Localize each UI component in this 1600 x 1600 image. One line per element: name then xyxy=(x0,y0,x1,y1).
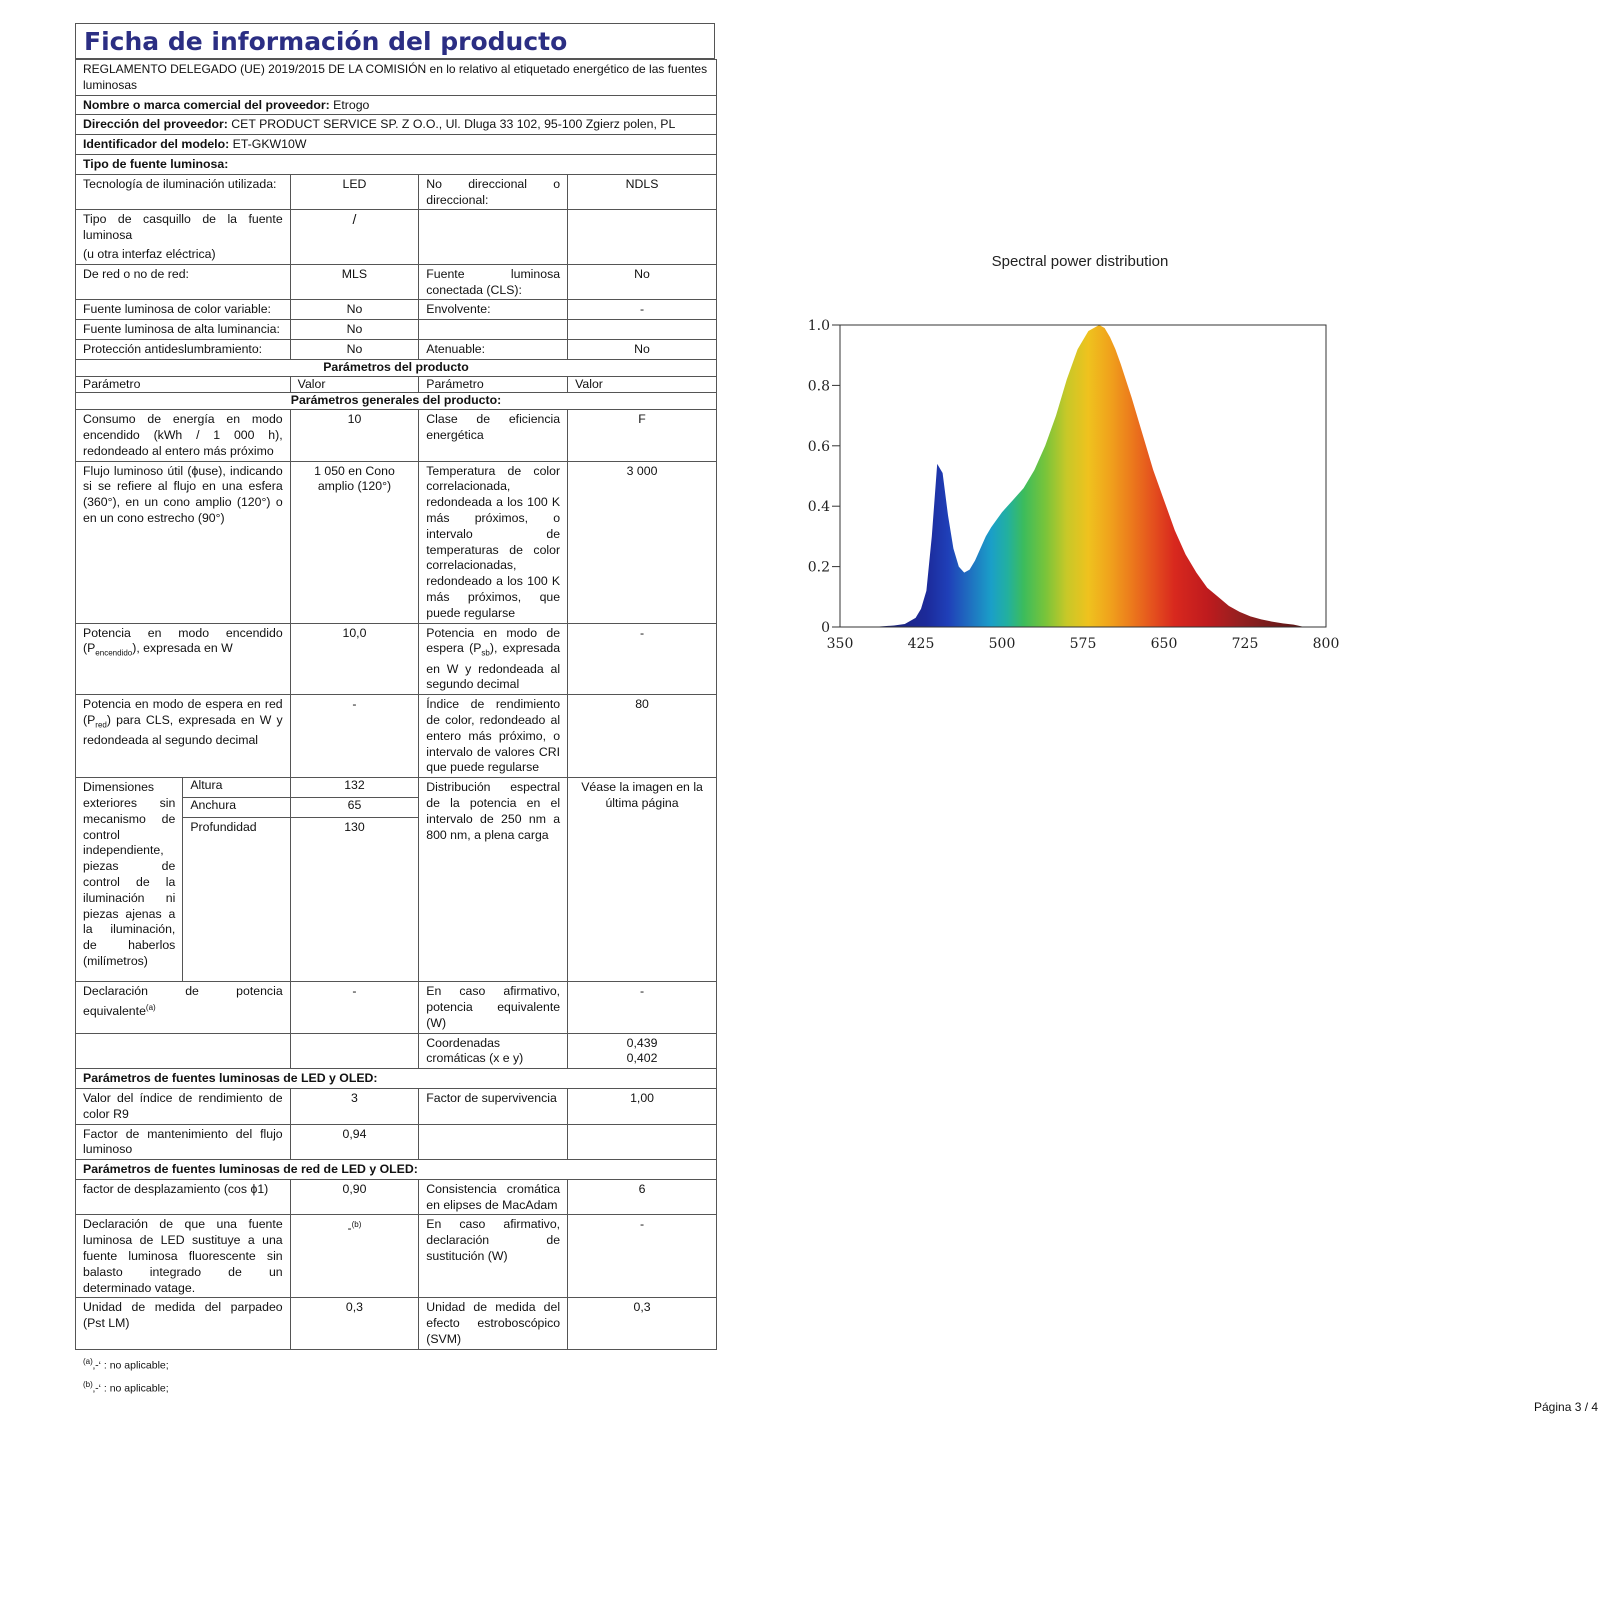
model-row xyxy=(76,135,717,155)
empty-cell xyxy=(568,1124,717,1160)
luminous-flux-value: 1 050 en Cono amplio (120°) xyxy=(290,461,419,623)
product-info-table xyxy=(75,59,717,1350)
equivalent-power-value: - xyxy=(290,982,419,1033)
chromaticity-label: Coordenadas cromáticas (x e y) xyxy=(419,1033,568,1069)
empty-cell xyxy=(419,320,568,340)
supplier-row xyxy=(76,95,717,115)
efficiency-class-value: F xyxy=(568,410,717,461)
maintenance-factor-label: Factor de mantenimiento del flujo luminoso xyxy=(76,1124,291,1160)
r9-value: 3 xyxy=(290,1088,419,1124)
cap-type-label-main: Tipo de casquillo de la fuente luminosa xyxy=(83,212,283,243)
y-tick-label: 0.4 xyxy=(807,499,830,516)
efficiency-class-label: Clase de eficiencia energética xyxy=(419,410,568,461)
y-tick-label: 0.8 xyxy=(807,378,830,395)
macadam-value: 6 xyxy=(568,1179,717,1215)
high-luminance-value: No xyxy=(290,320,419,340)
technology-value: LED xyxy=(290,174,419,210)
product-information-sheet xyxy=(75,23,715,1399)
general-params-header: Parámetros generales del producto: xyxy=(76,393,717,410)
empty-cell xyxy=(419,210,568,264)
flicker-label: Unidad de medida del parpadeo (Pst LM) xyxy=(76,1298,291,1349)
cap-type-label-note: (u otra interfaz eléctrica) xyxy=(83,246,216,261)
empty-cell xyxy=(568,210,717,264)
y-tick-label: 0 xyxy=(821,620,830,636)
cls-label: Fuente luminosa conectada (CLS): xyxy=(419,264,568,300)
model-label: Identificador del modelo: xyxy=(83,137,230,152)
on-mode-power-label: Potencia en modo encendido $(P_{encendido})$, expresada en W xyxy=(76,623,291,695)
supplier-value: Etrogo xyxy=(333,97,370,112)
y-tick-label: 0.6 xyxy=(807,438,830,455)
width-label: Anchura xyxy=(183,798,290,818)
empty-cell xyxy=(76,1033,291,1069)
spectral-distribution-label: Distribución espectral de la potencia en el intervalo de 250 nm a 800 nm, a plena carga xyxy=(419,778,568,982)
directional-label: No direccional o direccional: xyxy=(419,174,568,210)
spectral-distribution-value: Véase la imagen en la última página xyxy=(568,778,717,982)
cct-label: Temperatura de color correlacionada, redondeada a los 100 K más próximos, o intervalo de temperaturas de color correlacionadas, redondeado a los 100 K más próximos, que puede regularse xyxy=(419,461,568,623)
survival-factor-value: 1,00 xyxy=(568,1088,717,1124)
depth-value: 130 xyxy=(290,818,419,982)
address-value: CET PRODUCT SERVICE SP. Z O.O., Ul. Dluga 33 102, 95-100 Zgierz polen, PL xyxy=(231,117,676,132)
energy-consumption-value: 10 xyxy=(290,410,419,461)
replacement-power-label: En caso afirmativo, declaración de sustitución (W) xyxy=(419,1215,568,1298)
high-luminance-label: Fuente luminosa de alta luminancia: xyxy=(76,320,291,340)
stroboscopic-label: Unidad de medida del efecto estroboscópico (SVM) xyxy=(419,1298,568,1349)
page-number: Página 3 / 4 xyxy=(1534,1400,1599,1414)
dimensions-label: Dimensiones exteriores sin mecanismo de control independiente, piezas de control de la iluminación ni piezas ajenas a la iluminación, de haberlos (milímetros) xyxy=(76,778,183,982)
product-params-header: Parámetros del producto xyxy=(76,359,717,376)
glare-shield-value: No xyxy=(290,339,419,359)
standby-power-value: - xyxy=(568,623,717,695)
address-label: Dirección del proveedor: xyxy=(83,117,228,132)
macadam-label: Consistencia cromática en elipses de MacAdam xyxy=(419,1179,568,1215)
technology-label: Tecnología de iluminación utilizada: xyxy=(76,174,291,210)
envelope-label: Envolvente: xyxy=(419,300,568,320)
spectral-power-chart xyxy=(807,250,1372,670)
empty-cell xyxy=(568,320,717,340)
regulation-text: REGLAMENTO DELEGADO (UE) 2019/2015 DE LA COMISIÓN en lo relativo al etiquetado energético de las fuentes luminosas xyxy=(76,60,717,96)
address-row xyxy=(76,115,717,135)
sheet-header xyxy=(75,23,715,59)
mains-label: De red o no de red: xyxy=(76,264,291,300)
dimmable-label: Atenuable: xyxy=(419,339,568,359)
equivalent-power-label: Declaración de potencia equivalente$^{(a)}$ xyxy=(76,982,291,1033)
standby-power-label: Potencia en modo de espera $(P_{sb})$, expresada en W y redondeada al segundo decimal xyxy=(419,623,568,695)
cap-type-label xyxy=(76,210,291,264)
cri-label: Índice de rendimiento de color, redondeado al entero más próximo, o intervalo de valores CRI que puede regularse xyxy=(419,695,568,778)
envelope-value: - xyxy=(568,300,717,320)
col-param-header: Parámetro xyxy=(76,376,291,393)
footnotes xyxy=(75,1352,715,1399)
cls-value: No xyxy=(568,264,717,300)
col-value-header: Valor xyxy=(568,376,717,393)
spectrum-area xyxy=(872,325,1304,627)
cct-value: 3 000 xyxy=(568,461,717,623)
y-tick-label: 1.0 xyxy=(807,318,830,334)
spectrum-series-area xyxy=(872,325,1304,627)
chromaticity-x: 0,439 xyxy=(626,1035,658,1050)
equivalent-power-w-value: - xyxy=(568,982,717,1033)
width-value: 65 xyxy=(290,798,419,818)
displacement-factor-label: factor de desplazamiento (cos ϕ1) xyxy=(76,1179,291,1215)
empty-cell xyxy=(290,1033,419,1069)
chart-title: Spectral power distribution xyxy=(991,253,1169,270)
color-tunable-value: No xyxy=(290,300,419,320)
energy-consumption-label: Consumo de energía en modo encendido (kWh / 1 000 h), redondeado al entero más próximo xyxy=(76,410,291,461)
glare-shield-label: Protección antideslumbramiento: xyxy=(76,339,291,359)
x-tick-label: 575 xyxy=(1069,636,1097,652)
luminous-flux-label: Flujo luminoso útil (ϕuse), indicando si se refiere al flujo en una esfera (360°), en un cono amplio (120°) o en un cono estrecho (90°) xyxy=(76,461,291,623)
model-value: ET-GKW10W xyxy=(232,137,307,152)
replacement-claim-label: Declaración de que una fuente luminosa de LED sustituye a una fuente luminosa fluorescente sin balasto integrado de un determinado vatage. xyxy=(76,1215,291,1298)
x-tick-label: 800 xyxy=(1312,636,1340,652)
networked-standby-label: Potencia en modo de espera en red $(P_{red})$ para CLS, expresada en W y redondeada al segundo decimal xyxy=(76,695,291,778)
mains-value: MLS xyxy=(290,264,419,300)
stroboscopic-value: 0,3 xyxy=(568,1298,717,1349)
source-type-label: Tipo de fuente luminosa: xyxy=(76,154,717,174)
flicker-value: 0,3 xyxy=(290,1298,419,1349)
led-params-header: Parámetros de fuentes luminosas de LED y OLED: xyxy=(76,1069,717,1089)
networked-standby-value: - xyxy=(290,695,419,778)
directional-value: NDLS xyxy=(568,174,717,210)
r9-label: Valor del índice de rendimiento de color R9 xyxy=(76,1088,291,1124)
footnote-b: $^{(b)}$‚-‘ : no aplicable; xyxy=(83,1380,169,1395)
empty-cell xyxy=(419,1124,568,1160)
on-mode-power-value: 10,0 xyxy=(290,623,419,695)
mains-led-params-header: Parámetros de fuentes luminosas de red de LED y OLED: xyxy=(76,1160,717,1180)
cap-type-value: / xyxy=(290,210,419,264)
footnote-a: $^{(a)}$‚-‘ : no aplicable; xyxy=(83,1356,169,1372)
y-tick-label: 0.2 xyxy=(807,559,830,576)
x-tick-label: 500 xyxy=(988,636,1016,652)
x-tick-label: 350 xyxy=(826,636,854,652)
dimmable-value: No xyxy=(568,339,717,359)
chromaticity-values xyxy=(568,1033,717,1069)
height-value: 132 xyxy=(290,778,419,798)
height-label: Altura xyxy=(183,778,290,798)
displacement-factor-value: 0,90 xyxy=(290,1179,419,1215)
maintenance-factor-value: 0,94 xyxy=(290,1124,419,1160)
chromaticity-y: 0,402 xyxy=(626,1051,658,1066)
col-param-header: Parámetro xyxy=(419,376,568,393)
survival-factor-label: Factor de supervivencia xyxy=(419,1088,568,1124)
color-tunable-label: Fuente luminosa de color variable: xyxy=(76,300,291,320)
x-tick-label: 725 xyxy=(1231,636,1259,652)
cri-value: 80 xyxy=(568,695,717,778)
equivalent-power-w-label: En caso afirmativo, potencia equivalente (W) xyxy=(419,982,568,1033)
col-value-header: Valor xyxy=(290,376,419,393)
x-tick-label: 425 xyxy=(907,636,935,652)
replacement-power-value: - xyxy=(568,1215,717,1298)
replacement-claim-value: -$^{(b)}$ xyxy=(290,1215,419,1298)
supplier-label: Nombre o marca comercial del proveedor: xyxy=(83,97,330,112)
x-tick-label: 650 xyxy=(1150,636,1178,652)
sheet-title: Ficha de información del producto xyxy=(84,27,568,56)
depth-label: Profundidad xyxy=(183,818,290,982)
